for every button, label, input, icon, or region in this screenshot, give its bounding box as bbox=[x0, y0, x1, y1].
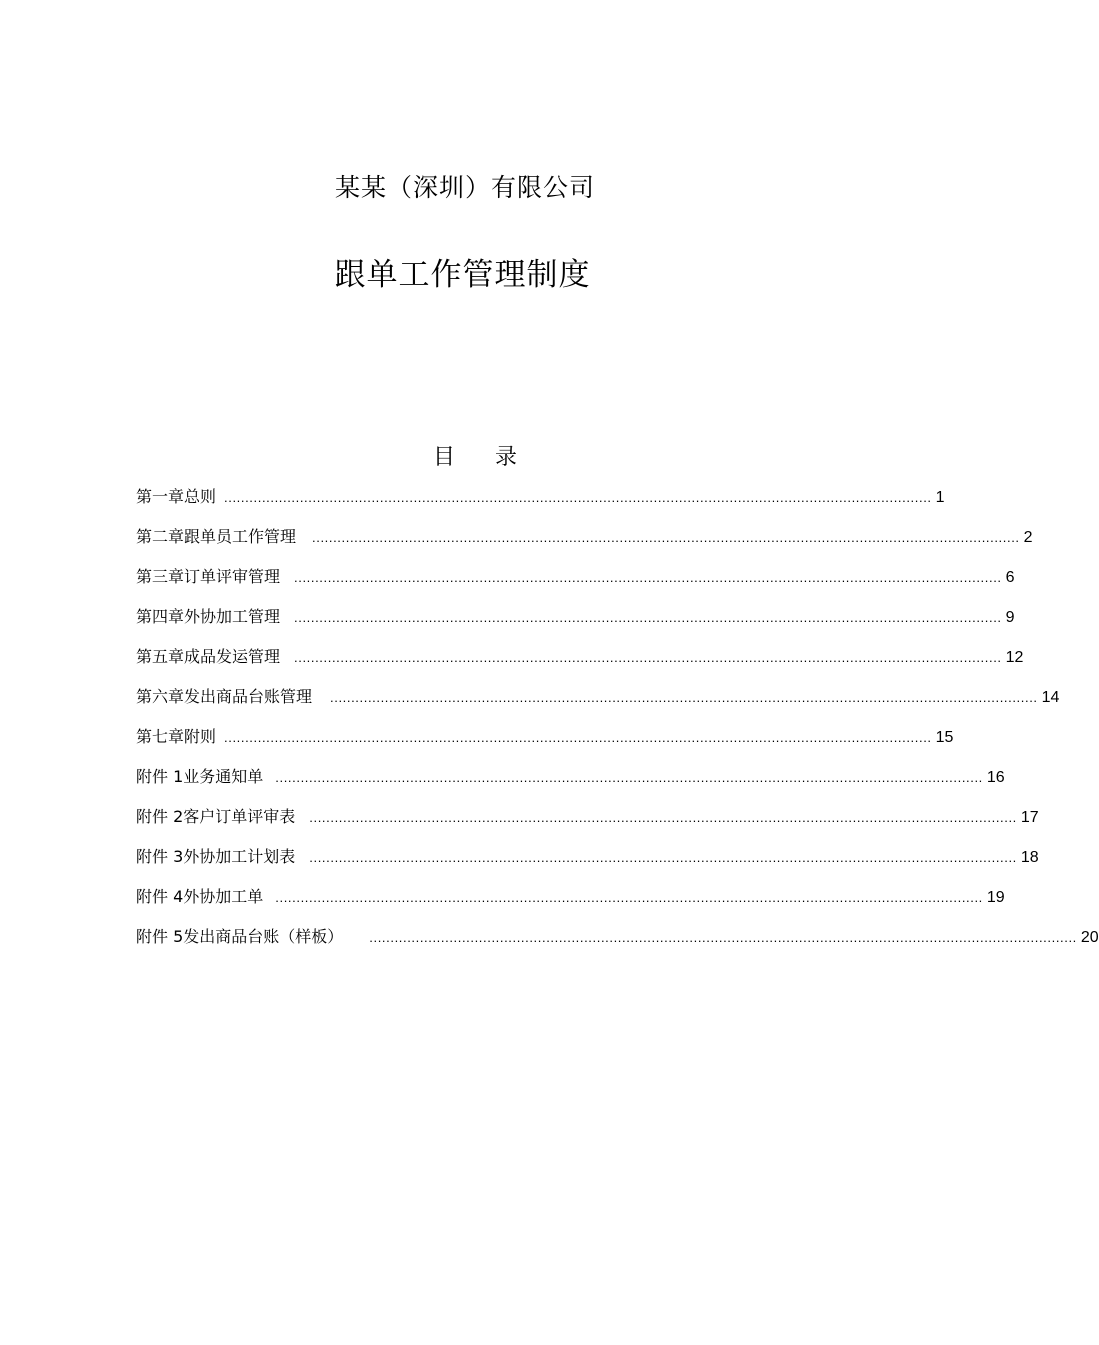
toc-heading bbox=[0, 440, 950, 471]
toc-leader-dots: ........................................................................................................................................................................ bbox=[294, 610, 1002, 625]
toc-chapter: 第四章 bbox=[136, 607, 185, 626]
toc-title: 外协加工计划表 bbox=[183, 847, 296, 866]
toc-entry[interactable] bbox=[136, 685, 1060, 709]
toc-page-number: 12 bbox=[1005, 649, 1024, 666]
toc-title: 发出商品台账（样板） bbox=[183, 927, 344, 946]
toc-chapter: 附件 2 bbox=[136, 807, 184, 826]
toc-entry[interactable] bbox=[136, 645, 1024, 669]
toc-leader-dots: ........................................................................................................................................................................ bbox=[369, 930, 1077, 945]
toc-chapter: 第六章 bbox=[136, 687, 185, 706]
toc-leader-dots: ........................................................................................................................................................................ bbox=[312, 530, 1020, 545]
toc-leader-dots: ........................................................................................................................................................................ bbox=[275, 890, 983, 905]
toc-title: 业务通知单 bbox=[183, 767, 264, 786]
document-title: 跟单工作管理制度 bbox=[334, 257, 591, 293]
toc-entry[interactable] bbox=[136, 565, 1015, 589]
toc-heading-left: 目 bbox=[432, 445, 455, 470]
toc-entry[interactable] bbox=[136, 525, 1033, 549]
toc-page-number: 15 bbox=[935, 729, 954, 746]
toc-entry[interactable] bbox=[136, 485, 945, 509]
toc-chapter: 附件 3 bbox=[136, 847, 184, 866]
toc-chapter: 第七章 bbox=[136, 727, 185, 746]
toc-title: 总则 bbox=[184, 487, 217, 506]
toc-page-number: 19 bbox=[986, 889, 1005, 906]
toc-entry[interactable] bbox=[136, 765, 1005, 789]
toc-page-number: 1 bbox=[935, 489, 945, 506]
toc-entry[interactable] bbox=[136, 845, 1039, 869]
toc-leader-dots: ........................................................................................................................................................................ bbox=[330, 690, 1038, 705]
toc-leader-dots: ........................................................................................................................................................................ bbox=[294, 570, 1002, 585]
toc-page-number: 16 bbox=[986, 769, 1005, 786]
toc-title: 发出商品台账管理 bbox=[184, 687, 313, 706]
toc-leader-dots: ........................................................................................................................................................................ bbox=[309, 810, 1017, 825]
toc-entry[interactable] bbox=[136, 725, 954, 749]
toc-title: 外协加工管理 bbox=[184, 607, 281, 626]
toc-entry[interactable] bbox=[136, 885, 1005, 909]
toc-chapter: 第二章 bbox=[136, 527, 185, 546]
toc-title: 成品发运管理 bbox=[184, 647, 281, 666]
toc-chapter: 附件 5 bbox=[136, 927, 184, 946]
toc-page-number: 9 bbox=[1005, 609, 1015, 626]
toc-page-number: 6 bbox=[1005, 569, 1015, 586]
toc-leader-dots: ........................................................................................................................................................................ bbox=[309, 850, 1017, 865]
toc-leader-dots: ........................................................................................................................................................................ bbox=[224, 490, 932, 505]
company-name: 某某（深圳）有限公司 bbox=[334, 173, 595, 202]
toc-entry[interactable] bbox=[136, 925, 1099, 949]
toc-title: 跟单员工作管理 bbox=[184, 527, 297, 546]
toc-chapter: 第三章 bbox=[136, 567, 185, 586]
toc-leader-dots: ........................................................................................................................................................................ bbox=[294, 650, 1002, 665]
toc-chapter: 第五章 bbox=[136, 647, 185, 666]
toc-page-number: 14 bbox=[1041, 689, 1060, 706]
toc-heading-right: 录 bbox=[495, 445, 518, 470]
toc-title: 外协加工单 bbox=[183, 887, 264, 906]
toc-page-number: 2 bbox=[1023, 529, 1033, 546]
toc-leader-dots: ........................................................................................................................................................................ bbox=[275, 770, 983, 785]
toc-title: 订单评审管理 bbox=[184, 567, 281, 586]
toc-page-number: 17 bbox=[1020, 809, 1039, 826]
toc-entry[interactable] bbox=[136, 605, 1015, 629]
toc-title: 附则 bbox=[184, 727, 217, 746]
toc-entry[interactable] bbox=[136, 805, 1039, 829]
toc-title: 客户订单评审表 bbox=[183, 807, 296, 826]
toc-page-number: 20 bbox=[1080, 929, 1099, 946]
toc-chapter: 附件 1 bbox=[136, 767, 184, 786]
toc-chapter: 第一章 bbox=[136, 487, 185, 506]
toc-chapter: 附件 4 bbox=[136, 887, 184, 906]
toc-page-number: 18 bbox=[1020, 849, 1039, 866]
toc-leader-dots: ........................................................................................................................................................................ bbox=[224, 730, 932, 745]
